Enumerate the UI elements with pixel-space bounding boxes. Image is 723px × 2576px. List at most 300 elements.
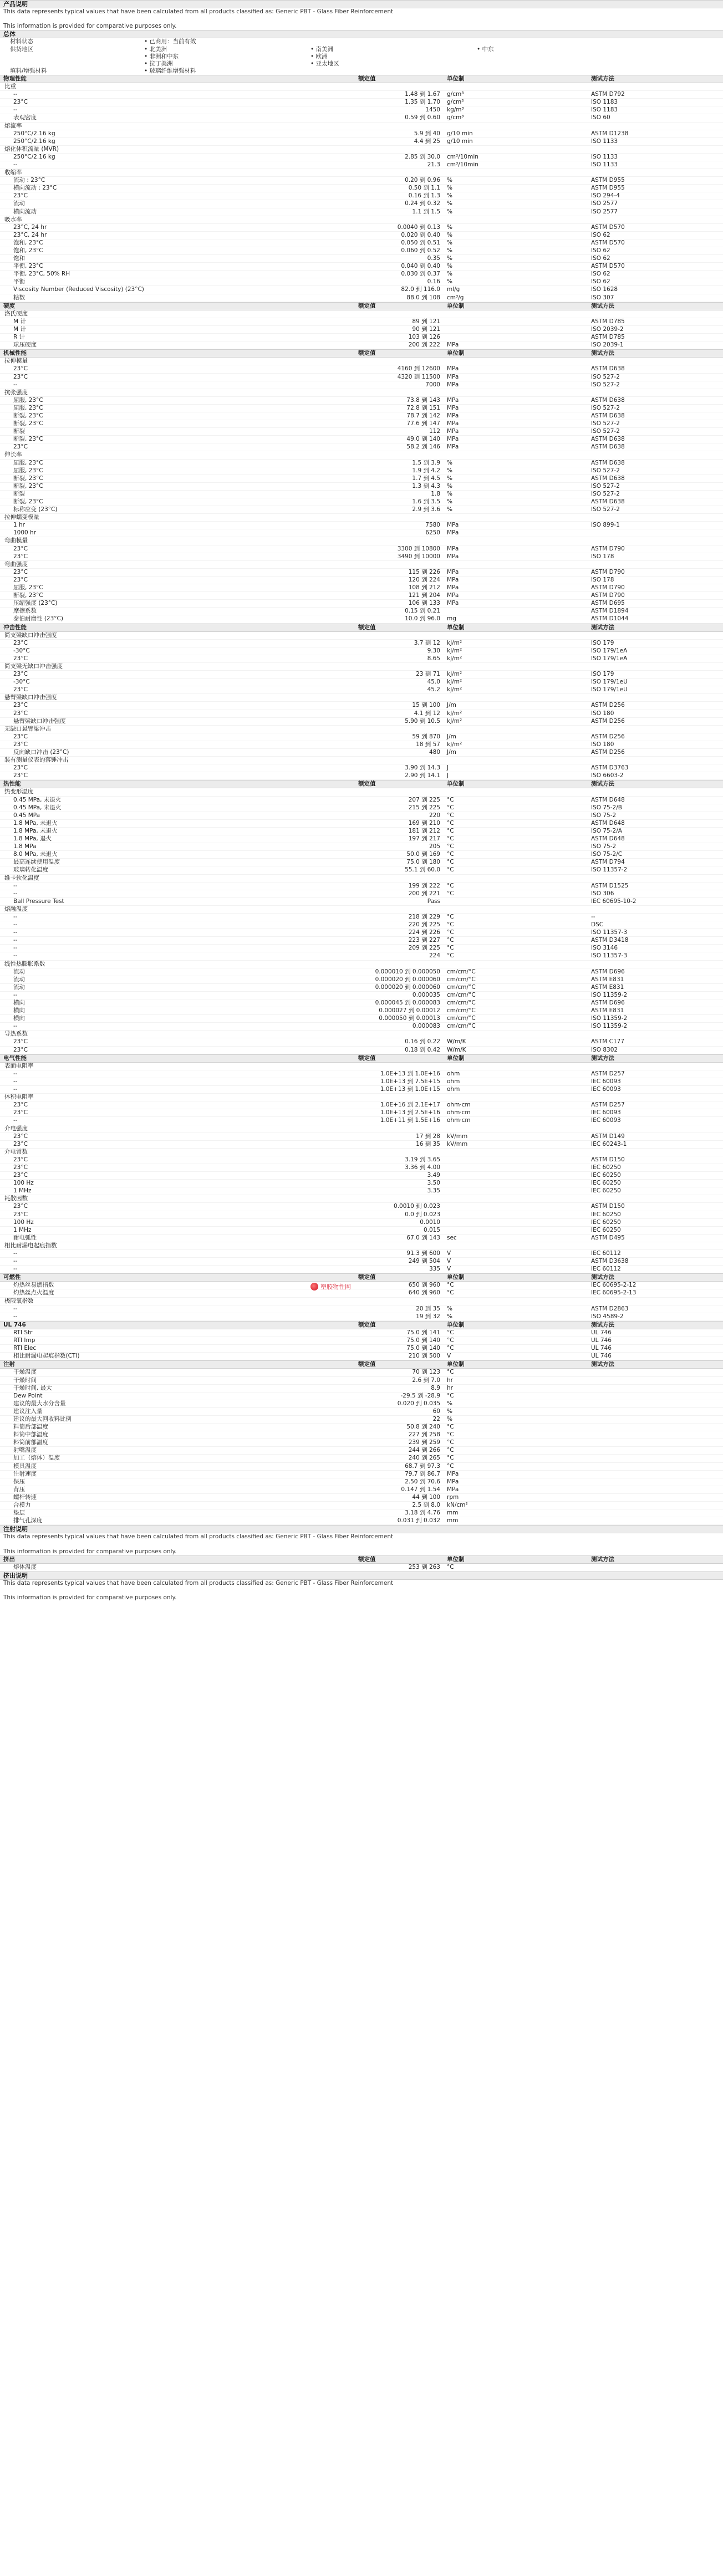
property-unit: °C (447, 804, 454, 811)
table-row (0, 138, 723, 146)
test-method: IEC 60250 (591, 1226, 621, 1233)
property-value: 1.0E+13 到 7.5E+15 (380, 1078, 440, 1085)
table-row (0, 749, 723, 757)
test-method: ISO 62 (591, 271, 610, 278)
test-method: ISO 179/1eA (591, 647, 628, 654)
property-unit: % (447, 192, 452, 200)
property-value: 181 到 212 (408, 827, 440, 834)
property-value: 3.19 到 3.65 (405, 1156, 440, 1163)
table-row (0, 1385, 723, 1392)
table-row (0, 545, 723, 553)
test-method: IEC 60250 (591, 1164, 621, 1171)
property-unit (444, 1187, 588, 1195)
property-name: 料筒中部温度 (13, 1431, 48, 1439)
property-unit (444, 1211, 588, 1218)
test-method: ASTM C177 (591, 1038, 625, 1045)
property-name: 断裂, 23°C (13, 436, 43, 443)
property-value: 59 到 870 (412, 733, 440, 740)
property-unit: hr (447, 1384, 453, 1391)
property-unit (444, 310, 588, 318)
property-name: R 计 (13, 334, 26, 341)
test-method: ASTM D648 (591, 835, 625, 843)
table-row (0, 161, 723, 169)
property-value: 0.20 到 0.96 (405, 177, 440, 184)
property-unit: J/m (447, 702, 456, 709)
property-value (355, 1195, 444, 1202)
col-unit-header: 单位制 (447, 75, 465, 82)
table-row (0, 106, 723, 114)
property-name: 合模力 (13, 1502, 31, 1508)
property-unit: % (447, 231, 452, 238)
property-unit: °C (447, 937, 454, 944)
property-value: 9.30 (427, 647, 440, 654)
property-name: 23°C (13, 1164, 28, 1171)
property-value: 67.0 到 143 (406, 1234, 440, 1241)
table-row (0, 498, 723, 506)
col-unit-header: 单位制 (447, 1054, 465, 1062)
property-unit: kJ/m² (447, 741, 462, 748)
availability-label: 填料/增强材料 (10, 67, 47, 74)
table-row (0, 1211, 723, 1219)
test-method: ASTM D3638 (591, 1258, 629, 1265)
property-name: 相比耐漏电起痕指数(CTI) (13, 1353, 80, 1360)
test-method (588, 1149, 723, 1156)
property-unit (444, 537, 588, 544)
property-name: -- (13, 991, 18, 998)
property-name: 弯曲模量 (4, 537, 28, 544)
test-method (588, 1494, 723, 1501)
table-title: 注射 (3, 1361, 15, 1368)
property-value: 1.0E+13 到 1.0E+15 (380, 1086, 440, 1093)
test-method: ASTM D696 (591, 968, 625, 975)
property-value: 0.16 到 0.22 (405, 1038, 440, 1045)
test-method: ISO 2577 (591, 208, 618, 215)
availability-label: 材料状态 (10, 38, 33, 45)
property-name: 排气孔深度 (13, 1517, 43, 1524)
property-unit (444, 451, 588, 458)
property-name: 23°C (13, 710, 28, 717)
property-name: 悬臂梁缺口冲击强度 (4, 694, 57, 701)
property-name: 熔体温度 (13, 1563, 37, 1570)
property-unit: °C (447, 866, 454, 874)
table-row (0, 310, 723, 318)
test-method (588, 1471, 723, 1478)
property-name: 1 MHz (13, 1226, 32, 1233)
property-name: 熔化体积流量 (MVR) (4, 145, 59, 152)
property-value: 0.020 到 0.40 (401, 231, 440, 238)
property-value (355, 1298, 444, 1305)
section-header: 总体 (0, 30, 723, 38)
table-row (0, 875, 723, 883)
property-unit: % (447, 200, 452, 207)
table-row (0, 1439, 723, 1447)
table-row (0, 99, 723, 106)
property-name: M 计 (13, 318, 26, 325)
table-row (0, 271, 723, 278)
property-name: 23°C (13, 1140, 28, 1147)
property-name: 23°C (13, 99, 28, 106)
test-method: DSC (591, 921, 604, 929)
table-row (0, 1392, 723, 1400)
test-method (588, 310, 723, 318)
property-unit: °C (447, 921, 454, 929)
test-method: ISO 11359-2 (591, 1023, 628, 1030)
property-unit: °C (447, 1282, 454, 1289)
test-method (588, 788, 723, 795)
property-value: 60 (432, 1407, 440, 1415)
property-name: 干燥时间 (13, 1376, 37, 1384)
property-name: 射嘴温度 (13, 1447, 37, 1454)
table-row (0, 1298, 723, 1305)
property-value (355, 537, 444, 544)
property-name: Ball Pressure Test (13, 897, 64, 905)
property-name: 横向流动 (13, 208, 37, 215)
table-row (0, 318, 723, 326)
test-method (588, 1385, 723, 1392)
table-row (0, 640, 723, 647)
property-unit: kg/m³ (447, 106, 464, 114)
property-name: 23°C (13, 443, 28, 451)
property-value: 0.030 到 0.37 (401, 271, 440, 278)
property-value (355, 561, 444, 568)
property-name: 相比耐漏电起痕指数 (4, 1242, 57, 1249)
table-row (0, 1094, 723, 1101)
table-header (0, 780, 723, 788)
property-unit: °C (447, 1447, 454, 1454)
col-value-header: 额定值 (358, 1274, 376, 1281)
property-value: 8.9 (431, 1384, 440, 1391)
table-row (0, 491, 723, 498)
test-method: ASTM D257 (591, 1101, 625, 1109)
test-method: ASTM D1044 (591, 615, 629, 623)
property-name: 标称应变 (23°C) (13, 506, 58, 513)
table-row (0, 483, 723, 491)
property-unit: mm (447, 1509, 459, 1517)
property-name: 屈服, 23°C (13, 404, 43, 411)
table-row (0, 1424, 723, 1431)
property-unit: MPa (447, 522, 459, 529)
property-value: 68.7 到 97.3 (405, 1462, 440, 1470)
table-row (0, 1047, 723, 1054)
test-method: ASTM D955 (591, 185, 625, 192)
table-header (0, 349, 723, 358)
property-value (355, 961, 444, 968)
property-name: 23°C (13, 1172, 28, 1179)
property-unit: MPa (447, 1478, 459, 1485)
table-header (0, 624, 723, 632)
table-row (0, 1149, 723, 1156)
property-value: 49.0 到 140 (406, 436, 440, 443)
property-unit: % (447, 278, 452, 285)
property-name: 灼热丝点火温度 (13, 1289, 54, 1297)
property-value: 0.000045 到 0.000083 (375, 999, 440, 1006)
test-method (588, 1447, 723, 1454)
test-method: ISO 1133 (591, 137, 618, 145)
property-unit: J (447, 764, 449, 772)
property-value: 50.0 到 169 (406, 851, 440, 858)
test-method: ASTM D256 (591, 717, 625, 725)
property-unit: V (447, 1266, 451, 1273)
property-value: 0.0 到 0.023 (405, 1211, 440, 1218)
property-value: 10.0 到 96.0 (405, 615, 440, 623)
property-value (355, 1031, 444, 1038)
availability-item: • 南美洲 (310, 46, 477, 53)
table-row (0, 1369, 723, 1376)
property-value: 215 到 225 (408, 804, 440, 811)
test-method: ASTM D785 (591, 318, 625, 325)
property-name: 流动 : 23°C (13, 177, 45, 184)
table-row (0, 365, 723, 373)
property-name: 导热系数 (4, 1031, 28, 1038)
property-name: RTI Elec (13, 1345, 37, 1352)
table-row (0, 584, 723, 592)
table-row (0, 177, 723, 185)
property-name: 模具温度 (13, 1462, 37, 1470)
table-row (0, 1023, 723, 1031)
table-row (0, 1517, 723, 1525)
property-unit: °C (447, 945, 454, 952)
property-value (355, 310, 444, 318)
table-row (0, 514, 723, 522)
property-value: 1.9 到 4.2 (412, 467, 440, 474)
property-unit (444, 358, 588, 365)
property-name: 100 Hz (13, 1180, 34, 1187)
table-row (0, 999, 723, 1007)
test-method (588, 1242, 723, 1249)
table-row (0, 1063, 723, 1070)
property-name: -- (13, 890, 18, 897)
property-unit: kN/cm² (447, 1502, 468, 1508)
table-row (0, 1329, 723, 1337)
property-unit: MPa (447, 412, 459, 419)
property-name: 23°C (13, 365, 28, 373)
property-value: 0.50 到 1.1 (408, 185, 440, 192)
table-title: 热性能 (3, 781, 21, 788)
table-header (0, 1360, 723, 1369)
table-row (0, 859, 723, 866)
property-value: 75.0 到 140 (406, 1337, 440, 1344)
property-name: 断裂, 23°C (13, 420, 43, 427)
property-value: 220 (429, 812, 440, 819)
property-value: 0.147 到 1.54 (401, 1486, 440, 1493)
col-value-header: 额定值 (358, 1555, 376, 1563)
property-value: 1.35 到 1.70 (405, 99, 440, 106)
col-method-header: 测试方法 (591, 1054, 614, 1062)
availability-item: • 拉丁美洲 (144, 60, 310, 68)
property-unit: V (447, 1353, 451, 1360)
property-name: -- (13, 1258, 18, 1265)
property-name: -- (13, 381, 18, 388)
property-unit (444, 1180, 588, 1187)
test-method: ISO 62 (591, 278, 610, 285)
property-value: 239 到 259 (408, 1439, 440, 1446)
test-method: ISO 1183 (591, 99, 618, 106)
table-row (0, 263, 723, 271)
property-value: 1.7 到 4.5 (412, 475, 440, 482)
property-name: 横向 (13, 999, 25, 1006)
table-row (0, 883, 723, 890)
table-row (0, 772, 723, 780)
property-value: 224 到 226 (408, 929, 440, 936)
table-row (0, 1509, 723, 1517)
test-method: ASTM D638 (591, 412, 625, 419)
property-name: 流动 (13, 200, 25, 207)
test-method: ISO 306 (591, 890, 614, 897)
test-method: ISO 62 (591, 247, 610, 254)
property-name: 平衡, 23°C, 50% RH (13, 271, 70, 278)
test-method: ASTM D695 (591, 600, 625, 607)
table-row (0, 1455, 723, 1462)
property-unit: MPa (447, 529, 459, 537)
test-method: IEC 60093 (591, 1086, 621, 1093)
property-name: 横向流动 : 23°C (13, 185, 57, 192)
property-value: 75.0 到 140 (406, 1345, 440, 1352)
table-header (0, 1054, 723, 1063)
property-unit: MPa (447, 341, 459, 349)
property-unit: g/cm³ (447, 99, 464, 106)
table-row (0, 929, 723, 937)
table-row (0, 608, 723, 615)
table-row (0, 1015, 723, 1023)
table-row (0, 192, 723, 200)
test-method: ISO 527-2 (591, 373, 620, 380)
test-method: ISO 179/1eU (591, 686, 628, 693)
test-method: ASTM D2863 (591, 1305, 629, 1312)
table-row (0, 1141, 723, 1149)
property-value: 1.1 到 1.5 (412, 208, 440, 215)
table-title: 冲击性能 (3, 624, 27, 631)
property-unit (444, 1031, 588, 1038)
table-row (0, 906, 723, 914)
property-value: 79.7 到 86.7 (405, 1470, 440, 1477)
property-unit: MPa (447, 568, 459, 575)
property-name: 简支梁无缺口冲击强度 (4, 662, 63, 670)
property-value: 0.000020 到 0.000060 (375, 983, 440, 991)
property-value (355, 875, 444, 882)
property-value (355, 663, 444, 670)
property-name: 23°C (13, 545, 28, 552)
test-method (588, 663, 723, 670)
property-value: 3.7 到 12 (414, 639, 440, 646)
table-row (0, 1258, 723, 1266)
property-name: 23°C (13, 1046, 28, 1053)
property-name: 热变形温度 (4, 788, 34, 795)
table-row (0, 1133, 723, 1141)
test-method: ASTM E831 (591, 976, 624, 983)
property-name: -- (13, 161, 18, 168)
test-method: ASTM D638 (591, 443, 625, 451)
property-name: 1 MHz (13, 1187, 32, 1195)
table-header (0, 302, 723, 310)
property-unit (444, 1094, 588, 1101)
col-value-header: 额定值 (358, 302, 376, 309)
col-method-header: 测试方法 (591, 302, 614, 309)
table-title: 挤出 (3, 1555, 15, 1563)
property-name: 断裂 (13, 428, 25, 435)
property-value: 73.8 到 143 (406, 396, 440, 404)
test-method (588, 1377, 723, 1384)
property-name: 表观密度 (13, 114, 37, 121)
test-method: UL 746 (591, 1345, 612, 1352)
property-name: -- (13, 882, 18, 889)
test-method: ISO 1133 (591, 161, 618, 168)
property-value: 121 到 204 (408, 592, 440, 599)
property-value: 209 到 225 (408, 945, 440, 952)
property-unit: °C (447, 1563, 454, 1570)
table-row (0, 1250, 723, 1258)
availability-item: • 已商用：当前有效 (144, 38, 310, 45)
property-name: 23°C (13, 1109, 28, 1116)
test-method: ASTM D696 (591, 999, 625, 1006)
property-unit (444, 1125, 588, 1133)
property-name: 断裂 (13, 490, 25, 497)
test-method: ISO 75-2/B (591, 804, 622, 811)
property-name: -- (13, 106, 18, 114)
property-name: 23°C (13, 1156, 28, 1163)
table-row (0, 1164, 723, 1172)
table-row (0, 114, 723, 122)
table-row (0, 702, 723, 710)
property-name: 耐电弧性 (13, 1234, 37, 1241)
property-name: 拉伸蠕变模量 (4, 514, 39, 521)
availability-values (144, 53, 723, 60)
table-row (0, 1564, 723, 1572)
table-row (0, 1156, 723, 1164)
test-method (588, 1509, 723, 1517)
property-unit: V (447, 1258, 451, 1265)
property-unit: °C (447, 835, 454, 843)
table-title: 可燃性 (3, 1274, 21, 1281)
table-row (0, 1235, 723, 1242)
property-name: 泰伯耐磨性 (23°C) (13, 615, 63, 623)
property-name: 抗张强度 (4, 389, 28, 396)
property-value: 335 (429, 1266, 440, 1273)
test-method (588, 146, 723, 153)
property-value: 115 到 226 (408, 568, 440, 575)
property-name: 维卡软化温度 (4, 874, 39, 881)
property-name: 压缩强度 (23°C) (13, 600, 58, 607)
property-name: -- (13, 945, 18, 952)
table-row (0, 632, 723, 640)
property-value (355, 788, 444, 795)
test-method: ASTM D955 (591, 177, 625, 184)
note-text: This data represents typical values that have been calculated from all products classified as: Generic PBT - Glass Fiber Reinforcement (3, 8, 394, 16)
table-row (0, 1313, 723, 1321)
property-name: 23°C (13, 1101, 28, 1109)
property-unit: W/m/K (447, 1046, 466, 1053)
table-row (0, 1408, 723, 1416)
property-value: 4.1 到 12 (414, 710, 440, 717)
property-name: 装有测量仪表的落锤冲击 (4, 757, 69, 764)
property-name: 粘数 (13, 294, 25, 301)
property-unit: % (447, 459, 452, 466)
col-unit-header: 单位制 (447, 1274, 465, 1281)
property-value: 0.24 到 0.32 (405, 200, 440, 207)
table-row (0, 961, 723, 968)
property-name: -30°C (13, 679, 30, 686)
property-unit: kJ/m² (447, 671, 462, 678)
property-unit: kJ/m² (447, 655, 462, 662)
table-row (0, 1471, 723, 1478)
table-row (0, 1337, 723, 1345)
property-unit: cm/cm/°C (447, 983, 476, 991)
table-row (0, 647, 723, 655)
table-row (0, 130, 723, 138)
table-row (0, 467, 723, 475)
property-value: 0.0010 到 0.023 (394, 1203, 440, 1210)
property-value: 1450 (425, 106, 440, 114)
property-value: 18 到 57 (416, 741, 440, 748)
